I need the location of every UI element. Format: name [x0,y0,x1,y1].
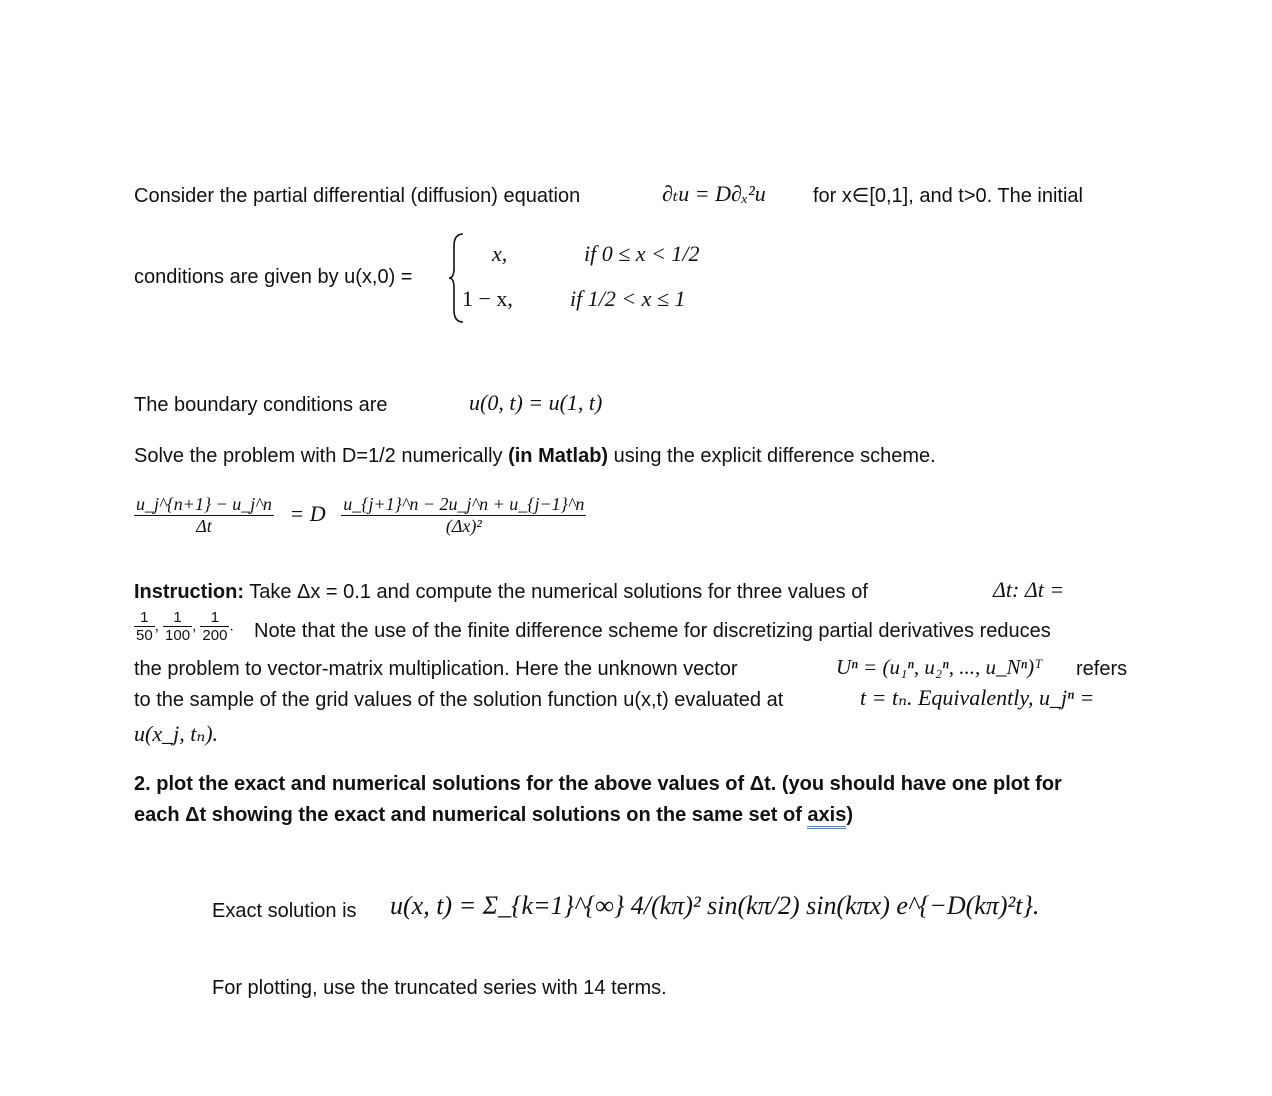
dt-fraction-1: $\frac{1}{50}$ [136,609,153,644]
solve-text-before: Solve the problem with D=1/2 numerically [134,445,503,467]
instruction-line3-math: Uⁿ = (u₁ⁿ, u₂ⁿ, ..., u_Nⁿ)ᵀ [836,655,1043,679]
solve-bold-text: (in Matlab) [508,445,609,467]
pde-equation-text: ∂ₜu = D∂ₓ²u [662,181,766,206]
dt-fraction-2: $\frac{1}{100}$ [165,609,191,644]
instruction-line4-math: t = tₙ. Equivalently, u_jⁿ = [860,685,1095,710]
task2-line2-after: ) [846,804,854,826]
task2-axis-word: axis [807,804,846,829]
initial-conditions-text: conditions are given by u(x,0) = [134,266,413,288]
instruction-line3-tail: refers [1076,658,1128,680]
instruction-line-1 [134,580,868,604]
boundary-equation: u(0, t) = u(1, t) [469,390,603,415]
instruction-label: Instruction: [134,581,244,603]
boundary-label: The boundary conditions are [134,394,388,416]
scheme-rhs-fraction [341,494,586,537]
dt-fraction-3: $\frac{1}{200}$ [202,609,228,644]
instruction-line-2: Note that the use of the finite difference scheme for discretizing partial derivatives reduces [254,620,1051,642]
task2-line-2 [134,803,853,827]
dt-fractions: $\frac{1}{50}$ , $\frac{1}{100}$ , $\frac{1}{200}$ . [136,609,234,644]
instruction-line-4: to the sample of the grid values of the solution function u(x,t) evaluated at [134,689,784,711]
instruction-line-3: the problem to vector-matrix multiplication. Here the unknown vector [134,658,738,680]
case1-condition: if 0 ≤ x < 1/2 [584,241,700,266]
task2-line2-text: each Δt showing the exact and numerical solutions on the same set of [134,804,802,826]
scheme-lhs-den: Δt [196,516,212,536]
plotting-note: For plotting, use the truncated series with 14 terms. [212,977,667,999]
instruction-line1-text: Take Δx = 0.1 and compute the numerical solutions for three values of [249,581,868,603]
scheme-rhs-den: (Δx)² [445,516,482,536]
line1-text-after: for x∈[0,1], and t>0. The initial [813,185,1083,207]
text-line-1 [134,184,580,208]
scheme-lhs-num: u_j^{n+1} − u_j^n [136,494,272,514]
scheme-lhs-fraction [134,494,274,537]
instruction-line5-math: u(x_j, tₙ). [134,721,219,746]
scheme-equals-d: = D [289,500,326,526]
solve-text-after: using the explicit difference scheme. [613,445,936,467]
case2-condition: if 1/2 < x ≤ 1 [570,286,686,311]
instruction-line1-tail: Δt: Δt = [993,577,1065,602]
exact-label: Exact solution is [212,900,357,922]
initial-conditions-label [134,265,413,289]
task2-line-1: 2. plot the exact and numerical solutions for the above values of Δt. (you should have one plot for [134,773,1062,795]
scheme-rhs-num: u_{j+1}^n − 2u_j^n + u_{j−1}^n [343,494,585,514]
difference-scheme [134,494,586,537]
case1-value: x, [492,241,508,266]
line1-text-before: Consider the partial differential (diffusion) equation [134,185,581,207]
case2-value: 1 − x, [462,286,513,311]
pde-equation [662,182,766,206]
exact-formula: u(x, t) = Σ_{k=1}^{∞} 4/(kπ)² sin(kπ/2) sin(kπx) e^{−D(kπ)²t}. [390,891,1040,920]
solve-line [134,444,936,468]
